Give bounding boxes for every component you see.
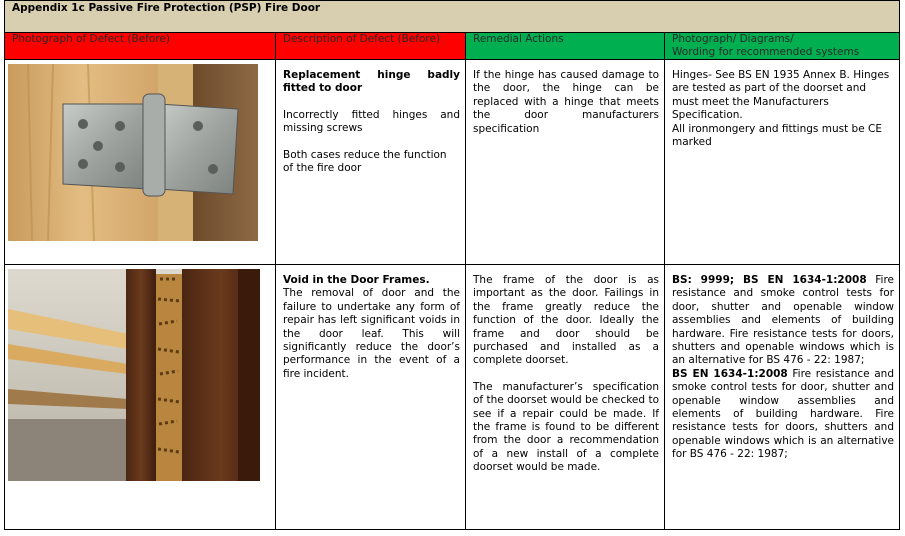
table-title: Appendix 1c Passive Fire Protection (PSP) Fire Door [5,1,899,33]
header-wording-line2: Wording for recommended systems [672,46,860,58]
description-cell [276,265,466,529]
remedial-text: If the hinge has caused damage to the door, the hinge can be replaced with a hinge that meets the door manufacturers specification [473,69,659,135]
description-cell [276,60,466,265]
door-frame-photo [8,269,260,481]
defect-title: Replacement hinge badly fitted to door [283,69,460,95]
defect-impact: Both cases reduce the function of the fire door [283,148,447,175]
header-wording-line1: Photograph/ Diagrams/ [672,33,794,45]
defect-title: Void in the Door Frames. [283,274,430,286]
defect-table [4,0,900,530]
header-remedial: Remedial Actions [466,33,665,60]
remedial-text-2: The manufacturer’s specification of the doorset would be checked to see if a repair could be made. If the frame is found to be different from the door a recommendation of a new install of a complete doorset would be made. [473,380,659,474]
remedial-cell [466,60,665,265]
defect-detail: The removal of door and the failure to undertake any form of repair has left significant voids in the door leaf. This will significantly reduce the door’s performance in the event of a fire incident. [283,287,460,380]
header-photograph: Photograph of Defect (Before) [5,33,276,60]
remedial-cell [466,265,665,529]
header-wording [665,33,899,60]
hinge-photo [8,64,258,241]
wording-text-2: All ironmongery and fittings must be CE marked [672,122,882,149]
header-description: Description of Defect (Before) [276,33,466,60]
wording-cell [665,265,899,529]
wording-standard-2: BS EN 1634-1:2008 Fire resistance and smoke control tests for door, shutter and openable window assemblies and elements of building hardware. Fire resistance tests for doors, shutters and openable windows which is an alternative for BS 476 - 22: 1987; [672,367,894,461]
photo-cell [5,265,276,529]
defect-detail: Incorrectly fitted hinges and missing screws [283,108,460,135]
wording-text: Hinges- See BS EN 1935 Annex B. Hinges are tested as part of the doorset and must meet the Manufacturers Specification. [672,69,890,122]
wording-cell [665,60,899,265]
remedial-text: The frame of the door is as important as the door. Failings in the frame greatly reduce the function of the door. Ideally the frame and door should be purchased and installed as a complete doorset. [473,274,659,367]
photo-cell [5,60,276,265]
wording-standard-1: BS: 9999; BS EN 1634-1:2008 Fire resistance and smoke control tests for door, shutter and openable window assemblies and elements of building hardware. Fire resistance tests for doors, shutters and openable windows which is an alternative for BS 476 - 22: 1987; [672,274,895,367]
